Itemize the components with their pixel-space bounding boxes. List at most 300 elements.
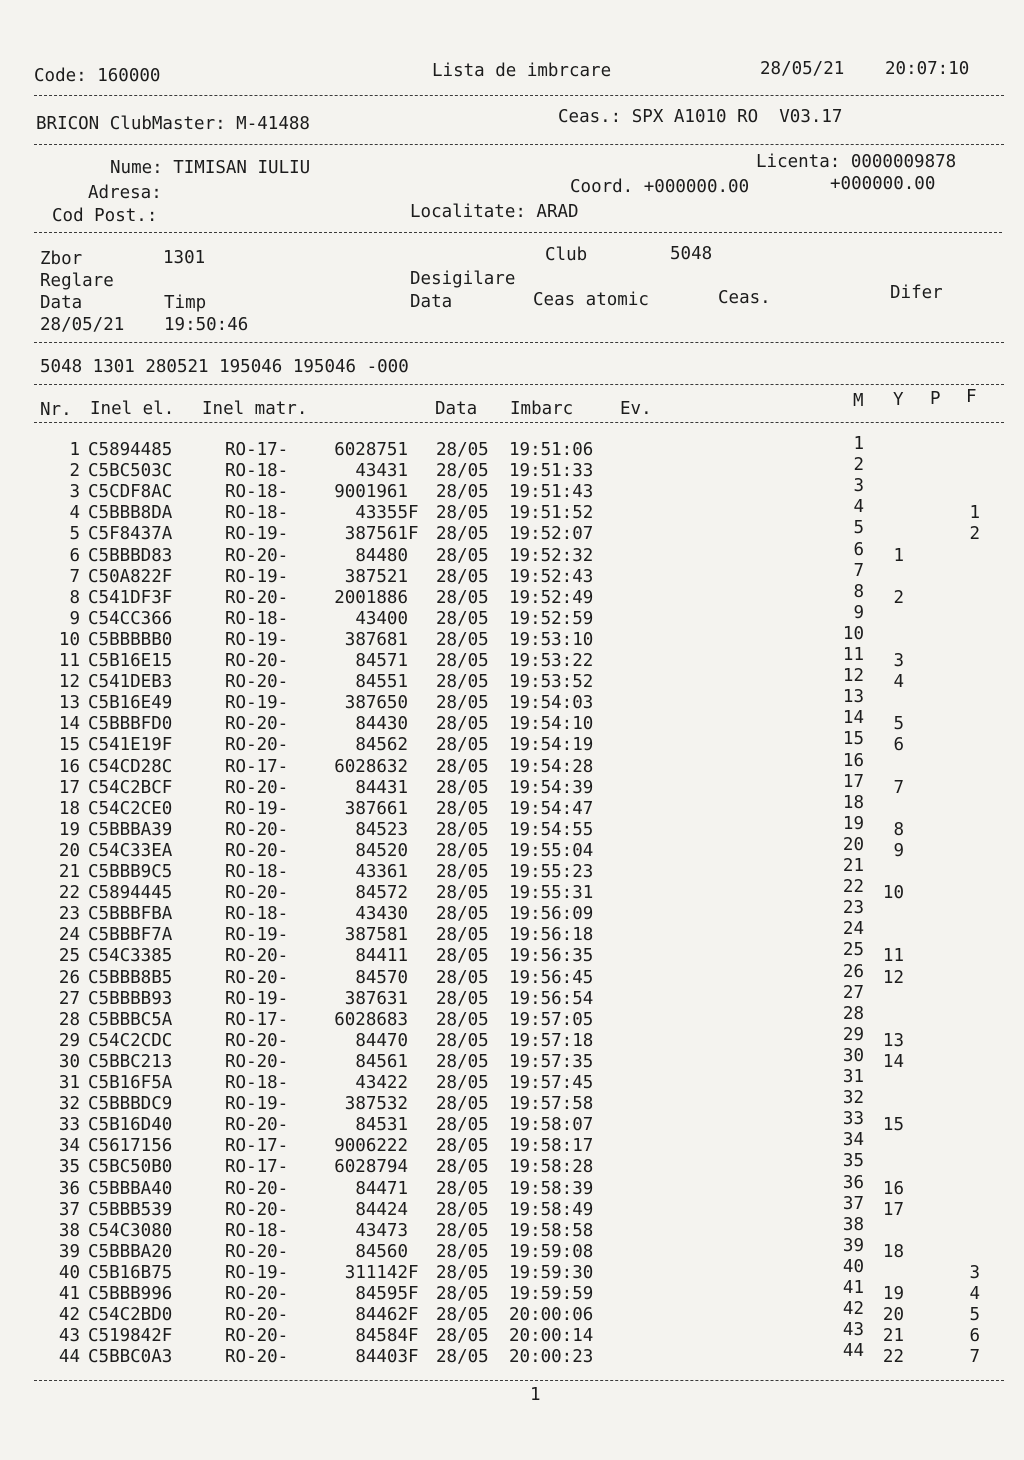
cell-m: 40 [842, 1256, 864, 1277]
cell-y: 12 [882, 967, 904, 988]
cell-m: 38 [842, 1214, 864, 1235]
cell-flag: F [408, 1262, 419, 1283]
cell-m: 8 [853, 581, 864, 602]
col-ev: Ev. [620, 399, 652, 419]
cell-y: 20 [882, 1305, 904, 1326]
cell-date: 28/05 [436, 672, 489, 693]
table-row [0, 877, 1024, 904]
cell-m: 15 [842, 729, 864, 750]
cell-time: 19:58:07 [509, 1115, 594, 1136]
cell-date: 28/05 [436, 1009, 489, 1030]
cell-y: 3 [893, 651, 904, 671]
cell-nr: 25 [58, 946, 80, 967]
cell-num: 43400 [355, 608, 408, 629]
atomic-clock-label: Ceas atomic [533, 290, 649, 310]
table-row [0, 560, 1024, 588]
cell-date: 28/05 [436, 440, 489, 460]
cell-nr: 27 [58, 988, 80, 1009]
system-label: BRICON ClubMaster: M-41488 [36, 114, 310, 134]
cell-m: 34 [842, 1130, 864, 1151]
cell-num: 43473 [355, 1220, 408, 1241]
table-row [0, 645, 1024, 672]
cell-pre: RO-20- [225, 1051, 289, 1072]
cell-m: 41 [842, 1278, 864, 1298]
cell-pre: RO-20- [225, 967, 289, 988]
cell-date: 28/05 [436, 608, 489, 629]
cell-nr: 21 [58, 862, 80, 882]
cell-pre: RO-19- [225, 925, 289, 946]
cell-date: 28/05 [436, 1241, 489, 1262]
cell-time: 19:56:35 [509, 946, 594, 967]
cell-ring: C5BBB8DA [88, 503, 173, 524]
cell-num: 9006222 [334, 1136, 408, 1157]
cell-date: 28/05 [436, 862, 489, 882]
table-row [0, 1024, 1024, 1052]
table-row [0, 1214, 1024, 1242]
cell-date: 28/05 [436, 651, 489, 671]
cell-num: 387650 [344, 693, 408, 714]
col-imbarc: Imbarc [510, 399, 574, 419]
table-row [0, 982, 1024, 1010]
cell-nr: 9 [69, 608, 80, 629]
cell-num: 84520 [355, 840, 408, 861]
cell-date: 28/05 [436, 1051, 489, 1072]
cell-date: 28/05 [436, 1115, 489, 1136]
table-row [0, 1067, 1024, 1094]
cell-y: 8 [893, 819, 904, 840]
separator [34, 342, 1004, 343]
cell-num: 9001961 [334, 482, 408, 503]
cell-pre: RO-20- [225, 1284, 289, 1304]
table-row [0, 1003, 1024, 1031]
cell-time: 19:59:08 [509, 1241, 594, 1262]
cell-time: 19:55:04 [509, 840, 594, 861]
cell-date: 28/05 [436, 756, 489, 777]
cell-nr: 1 [69, 440, 80, 460]
summary-line: 5048 1301 280521 195046 195046 -000 [40, 357, 409, 377]
cell-m: 32 [842, 1088, 864, 1109]
cell-num: 387561 [344, 524, 408, 545]
table-row [0, 898, 1024, 925]
cell-nr: 44 [58, 1347, 80, 1368]
cell-ring: C5BBBBB0 [88, 629, 173, 650]
cell-pre: RO-18- [225, 608, 289, 629]
cell-ring: C5BBB8B5 [88, 967, 173, 988]
cell-date: 28/05 [436, 925, 489, 946]
cell-pre: RO-19- [225, 566, 289, 587]
cell-date: 28/05 [436, 777, 489, 798]
print-date: 28/05/21 [760, 59, 845, 79]
table-row [0, 1130, 1024, 1157]
cell-pre: RO-20- [225, 651, 289, 671]
cell-m: 43 [842, 1320, 864, 1341]
cell-nr: 34 [58, 1136, 80, 1157]
cell-flag: F [408, 1347, 419, 1368]
table-row [0, 1151, 1024, 1178]
cell-y: 1 [893, 545, 904, 566]
cell-y: 19 [882, 1284, 904, 1304]
cell-y: 6 [893, 735, 904, 756]
cell-time: 19:52:49 [509, 587, 594, 608]
cell-num: 6028794 [334, 1157, 408, 1178]
separator [34, 144, 1004, 145]
cell-f: 4 [969, 1284, 980, 1304]
cell-nr: 39 [58, 1241, 80, 1262]
cell-ring: C54CC366 [88, 608, 173, 629]
cell-ring: C54C3080 [88, 1220, 173, 1241]
cell-date: 28/05 [436, 1030, 489, 1051]
cell-time: 19:58:49 [509, 1199, 594, 1220]
cell-y: 2 [893, 587, 904, 608]
cell-pre: RO-20- [225, 1030, 289, 1051]
cell-ring: C5CDF8AC [88, 482, 173, 503]
cell-num: 84403 [355, 1347, 408, 1368]
cell-nr: 19 [58, 819, 80, 840]
cell-nr: 15 [58, 735, 80, 756]
col-y: Y [893, 390, 904, 410]
table-row [0, 856, 1024, 883]
table-row [0, 750, 1024, 778]
cell-pre: RO-20- [225, 1347, 289, 1368]
cell-ring: C54CD28C [88, 756, 173, 777]
separator [34, 384, 1004, 385]
cell-num: 84462 [355, 1305, 408, 1326]
cell-pre: RO-20- [225, 1199, 289, 1220]
cell-nr: 43 [58, 1326, 80, 1347]
cell-pre: RO-20- [225, 1178, 289, 1199]
cell-ring: C54C3385 [88, 946, 173, 967]
cell-num: 6028751 [334, 440, 408, 460]
col-f: F [966, 387, 977, 407]
cell-m: 26 [842, 961, 864, 982]
cell-num: 84562 [355, 735, 408, 756]
page-number: 1 [530, 1385, 541, 1405]
cell-m: 13 [842, 687, 864, 708]
cell-time: 20:00:23 [509, 1347, 594, 1368]
cell-pre: RO-19- [225, 693, 289, 714]
cell-y: 18 [882, 1241, 904, 1262]
cell-num: 84431 [355, 777, 408, 798]
cell-pre: RO-19- [225, 988, 289, 1009]
cell-ring: C54C2BD0 [88, 1305, 173, 1326]
cell-m: 12 [842, 666, 864, 687]
table-row [0, 476, 1024, 503]
flight-label: Zbor [40, 249, 83, 269]
cell-time: 19:52:43 [509, 566, 594, 587]
cell-time: 19:57:58 [509, 1094, 594, 1115]
table-row [0, 1341, 1024, 1368]
cell-date: 28/05 [436, 1157, 489, 1178]
cell-m: 18 [842, 792, 864, 813]
cell-ring: C5BBB539 [88, 1199, 173, 1220]
cell-ring: C5BC50B0 [88, 1157, 173, 1178]
cell-y: 5 [893, 714, 904, 735]
cell-ring: C519842F [88, 1326, 173, 1347]
table-row [0, 1235, 1024, 1263]
unsealing-date-label: Data [410, 292, 453, 312]
cell-pre: RO-18- [225, 1073, 289, 1093]
cell-f: 6 [969, 1326, 980, 1347]
cell-time: 19:53:10 [509, 629, 594, 650]
cell-ring: C5894445 [88, 883, 173, 904]
cell-nr: 24 [58, 925, 80, 946]
clock-label: Ceas.: SPX A1010 RO V03.17 [558, 107, 843, 127]
cell-time: 19:54:03 [509, 693, 594, 714]
cell-nr: 10 [58, 629, 80, 650]
cell-pre: RO-18- [225, 904, 289, 925]
print-time: 20:07:10 [885, 59, 970, 79]
cell-time: 19:59:59 [509, 1284, 594, 1304]
cell-ring: C5BBBC5A [88, 1009, 173, 1030]
cell-f: 7 [969, 1347, 980, 1368]
cell-pre: RO-19- [225, 1094, 289, 1115]
cell-m: 17 [842, 771, 864, 792]
code-label: Code: 160000 [34, 66, 161, 86]
cell-pre: RO-20- [225, 819, 289, 840]
cell-flag: F [408, 524, 419, 545]
cell-pre: RO-20- [225, 587, 289, 608]
cell-pre: RO-19- [225, 524, 289, 545]
cell-num: 84531 [355, 1115, 408, 1136]
cell-num: 6028683 [334, 1009, 408, 1030]
cell-time: 19:51:52 [509, 503, 594, 524]
col-nr: Nr. [40, 400, 72, 420]
cell-num: 43431 [355, 461, 408, 482]
cell-nr: 13 [58, 693, 80, 714]
cell-pre: RO-20- [225, 1305, 289, 1326]
cell-y: 21 [882, 1326, 904, 1347]
cell-m: 22 [842, 877, 864, 898]
cell-time: 19:54:10 [509, 714, 594, 735]
table-row [0, 455, 1024, 482]
cell-time: 19:57:05 [509, 1009, 594, 1030]
table-row [0, 623, 1024, 651]
owner-name: Nume: TIMISAN IULIU [110, 158, 311, 178]
cell-ring: C54C2CE0 [88, 798, 173, 819]
table-row [0, 539, 1024, 567]
table-row [0, 708, 1024, 735]
document-title: Lista de imbrcare [432, 61, 612, 81]
table-row [0, 666, 1024, 693]
cell-num: 43430 [355, 904, 408, 925]
cell-num: 84523 [355, 819, 408, 840]
cell-num: 84584 [355, 1326, 408, 1347]
cell-ring: C54C33EA [88, 840, 173, 861]
cell-y: 15 [882, 1115, 904, 1136]
col-p: P [930, 389, 941, 409]
cell-num: 84430 [355, 714, 408, 735]
cell-m: 44 [842, 1341, 864, 1362]
cell-m: 6 [853, 539, 864, 560]
cell-f: 3 [969, 1262, 980, 1283]
table-row [0, 1193, 1024, 1221]
cell-date: 28/05 [436, 587, 489, 608]
cell-m: 39 [842, 1235, 864, 1256]
setting-label: Reglare [40, 271, 114, 291]
cell-pre: RO-20- [225, 545, 289, 566]
cell-ring: C54C2CDC [88, 1030, 173, 1051]
cell-nr: 42 [58, 1305, 80, 1326]
cell-nr: 30 [58, 1051, 80, 1072]
cell-nr: 32 [58, 1094, 80, 1115]
cell-m: 14 [842, 708, 864, 729]
locality: Localitate: ARAD [410, 202, 579, 222]
cell-nr: 4 [69, 503, 80, 524]
table-row [0, 813, 1024, 841]
table-row [0, 1320, 1024, 1347]
cell-time: 20:00:06 [509, 1305, 594, 1326]
separator [34, 232, 1002, 233]
cell-date: 28/05 [436, 1326, 489, 1347]
cell-flag: F [408, 503, 419, 524]
cell-ring: C54C2BCF [88, 777, 173, 798]
table-row [0, 940, 1024, 967]
cell-pre: RO-17- [225, 440, 289, 460]
cell-date: 28/05 [436, 819, 489, 840]
cell-m: 2 [853, 455, 864, 476]
cell-num: 43422 [355, 1073, 408, 1093]
postal-code-label: Cod Post.: [52, 206, 158, 226]
cell-date: 28/05 [436, 1262, 489, 1283]
cell-f: 5 [969, 1305, 980, 1326]
cell-time: 19:59:30 [509, 1262, 594, 1283]
cell-m: 29 [842, 1024, 864, 1045]
cell-ring: C5BBBA39 [88, 819, 173, 840]
cell-num: 84572 [355, 883, 408, 904]
cell-ring: C5BBBF7A [88, 925, 173, 946]
table-row [0, 1278, 1024, 1305]
cell-time: 19:58:17 [509, 1136, 594, 1157]
cell-flag: F [408, 1305, 419, 1326]
cell-m: 5 [853, 518, 864, 539]
cell-num: 2001886 [334, 587, 408, 608]
col-inel-matr: Inel matr. [202, 399, 308, 419]
cell-ring: C5BBC213 [88, 1051, 173, 1072]
cell-num: 84561 [355, 1051, 408, 1072]
cell-pre: RO-18- [225, 1220, 289, 1241]
cell-date: 28/05 [436, 1199, 489, 1220]
table-row [0, 792, 1024, 820]
cell-nr: 6 [69, 545, 80, 566]
col-inel-el: Inel el. [90, 399, 175, 419]
cell-ring: C5F8437A [88, 524, 173, 545]
table-row [0, 581, 1024, 609]
cell-m: 30 [842, 1045, 864, 1066]
cell-time: 19:54:28 [509, 756, 594, 777]
cell-ring: C5BBBB93 [88, 988, 173, 1009]
cell-nr: 22 [58, 883, 80, 904]
cell-m: 23 [842, 898, 864, 919]
cell-date: 28/05 [436, 1284, 489, 1304]
cell-ring: C5B16D40 [88, 1115, 173, 1136]
cell-m: 28 [842, 1003, 864, 1024]
cell-date: 28/05 [436, 1073, 489, 1093]
cell-m: 20 [842, 834, 864, 855]
cell-m: 36 [842, 1172, 864, 1193]
table-row [0, 1088, 1024, 1115]
cell-m: 35 [842, 1151, 864, 1172]
unsealing-label: Desigilare [410, 269, 516, 289]
cell-pre: RO-20- [225, 1241, 289, 1262]
cell-time: 19:56:45 [509, 967, 594, 988]
cell-time: 19:55:31 [509, 883, 594, 904]
clock-column-label: Ceas. [718, 288, 771, 308]
cell-pre: RO-20- [225, 1115, 289, 1136]
cell-num: 84595 [355, 1284, 408, 1304]
cell-num: 387661 [344, 798, 408, 819]
cell-date: 28/05 [436, 967, 489, 988]
cell-nr: 35 [58, 1157, 80, 1178]
cell-num: 387581 [344, 925, 408, 946]
time-label: Timp [164, 293, 207, 313]
cell-pre: RO-20- [225, 1326, 289, 1347]
cell-ring: C5BBB9C5 [88, 862, 173, 882]
cell-pre: RO-20- [225, 946, 289, 967]
cell-y: 17 [882, 1199, 904, 1220]
date-label: Data [40, 293, 83, 313]
cell-time: 19:52:59 [509, 608, 594, 629]
table-row [0, 1299, 1024, 1326]
cell-num: 84480 [355, 545, 408, 566]
col-m: M [853, 391, 864, 411]
table-row [0, 497, 1024, 524]
cell-pre: RO-18- [225, 862, 289, 882]
cell-num: 84551 [355, 672, 408, 693]
cell-m: 21 [842, 856, 864, 876]
cell-pre: RO-19- [225, 798, 289, 819]
coord-value-2: +000000.00 [830, 174, 936, 194]
cell-m: 10 [842, 623, 864, 644]
flight-number: 1301 [163, 248, 206, 268]
cell-date: 28/05 [436, 545, 489, 566]
cell-pre: RO-17- [225, 756, 289, 777]
table-row [0, 961, 1024, 989]
cell-f: 1 [969, 503, 980, 524]
cell-ring: C541DF3F [88, 587, 173, 608]
cell-time: 19:51:06 [509, 440, 594, 460]
col-data: Data [435, 399, 478, 419]
cell-date: 28/05 [436, 946, 489, 967]
cell-ring: C5BBBFD0 [88, 714, 173, 735]
cell-ring: C5BC503C [88, 461, 173, 482]
table-row [0, 919, 1024, 946]
cell-ring: C5BBBFBA [88, 904, 173, 925]
cell-nr: 18 [58, 798, 80, 819]
cell-m: 7 [853, 560, 864, 581]
cell-num: 387631 [344, 988, 408, 1009]
cell-m: 37 [842, 1193, 864, 1214]
cell-time: 19:58:39 [509, 1178, 594, 1199]
cell-time: 19:58:58 [509, 1220, 594, 1241]
cell-nr: 38 [58, 1220, 80, 1241]
cell-date: 28/05 [436, 461, 489, 482]
separator [34, 422, 1004, 423]
cell-ring: C541DEB3 [88, 672, 173, 693]
cell-ring: C5894485 [88, 440, 173, 460]
cell-nr: 16 [58, 756, 80, 777]
cell-m: 33 [842, 1109, 864, 1130]
cell-time: 19:56:09 [509, 904, 594, 925]
cell-num: 84411 [355, 946, 408, 967]
cell-ring: C5B16F5A [88, 1073, 173, 1093]
table-row [0, 434, 1024, 461]
table-row [0, 1172, 1024, 1200]
cell-m: 16 [842, 750, 864, 771]
cell-m: 31 [842, 1067, 864, 1087]
cell-time: 19:54:19 [509, 735, 594, 756]
cell-date: 28/05 [436, 1136, 489, 1157]
cell-date: 28/05 [436, 1305, 489, 1326]
